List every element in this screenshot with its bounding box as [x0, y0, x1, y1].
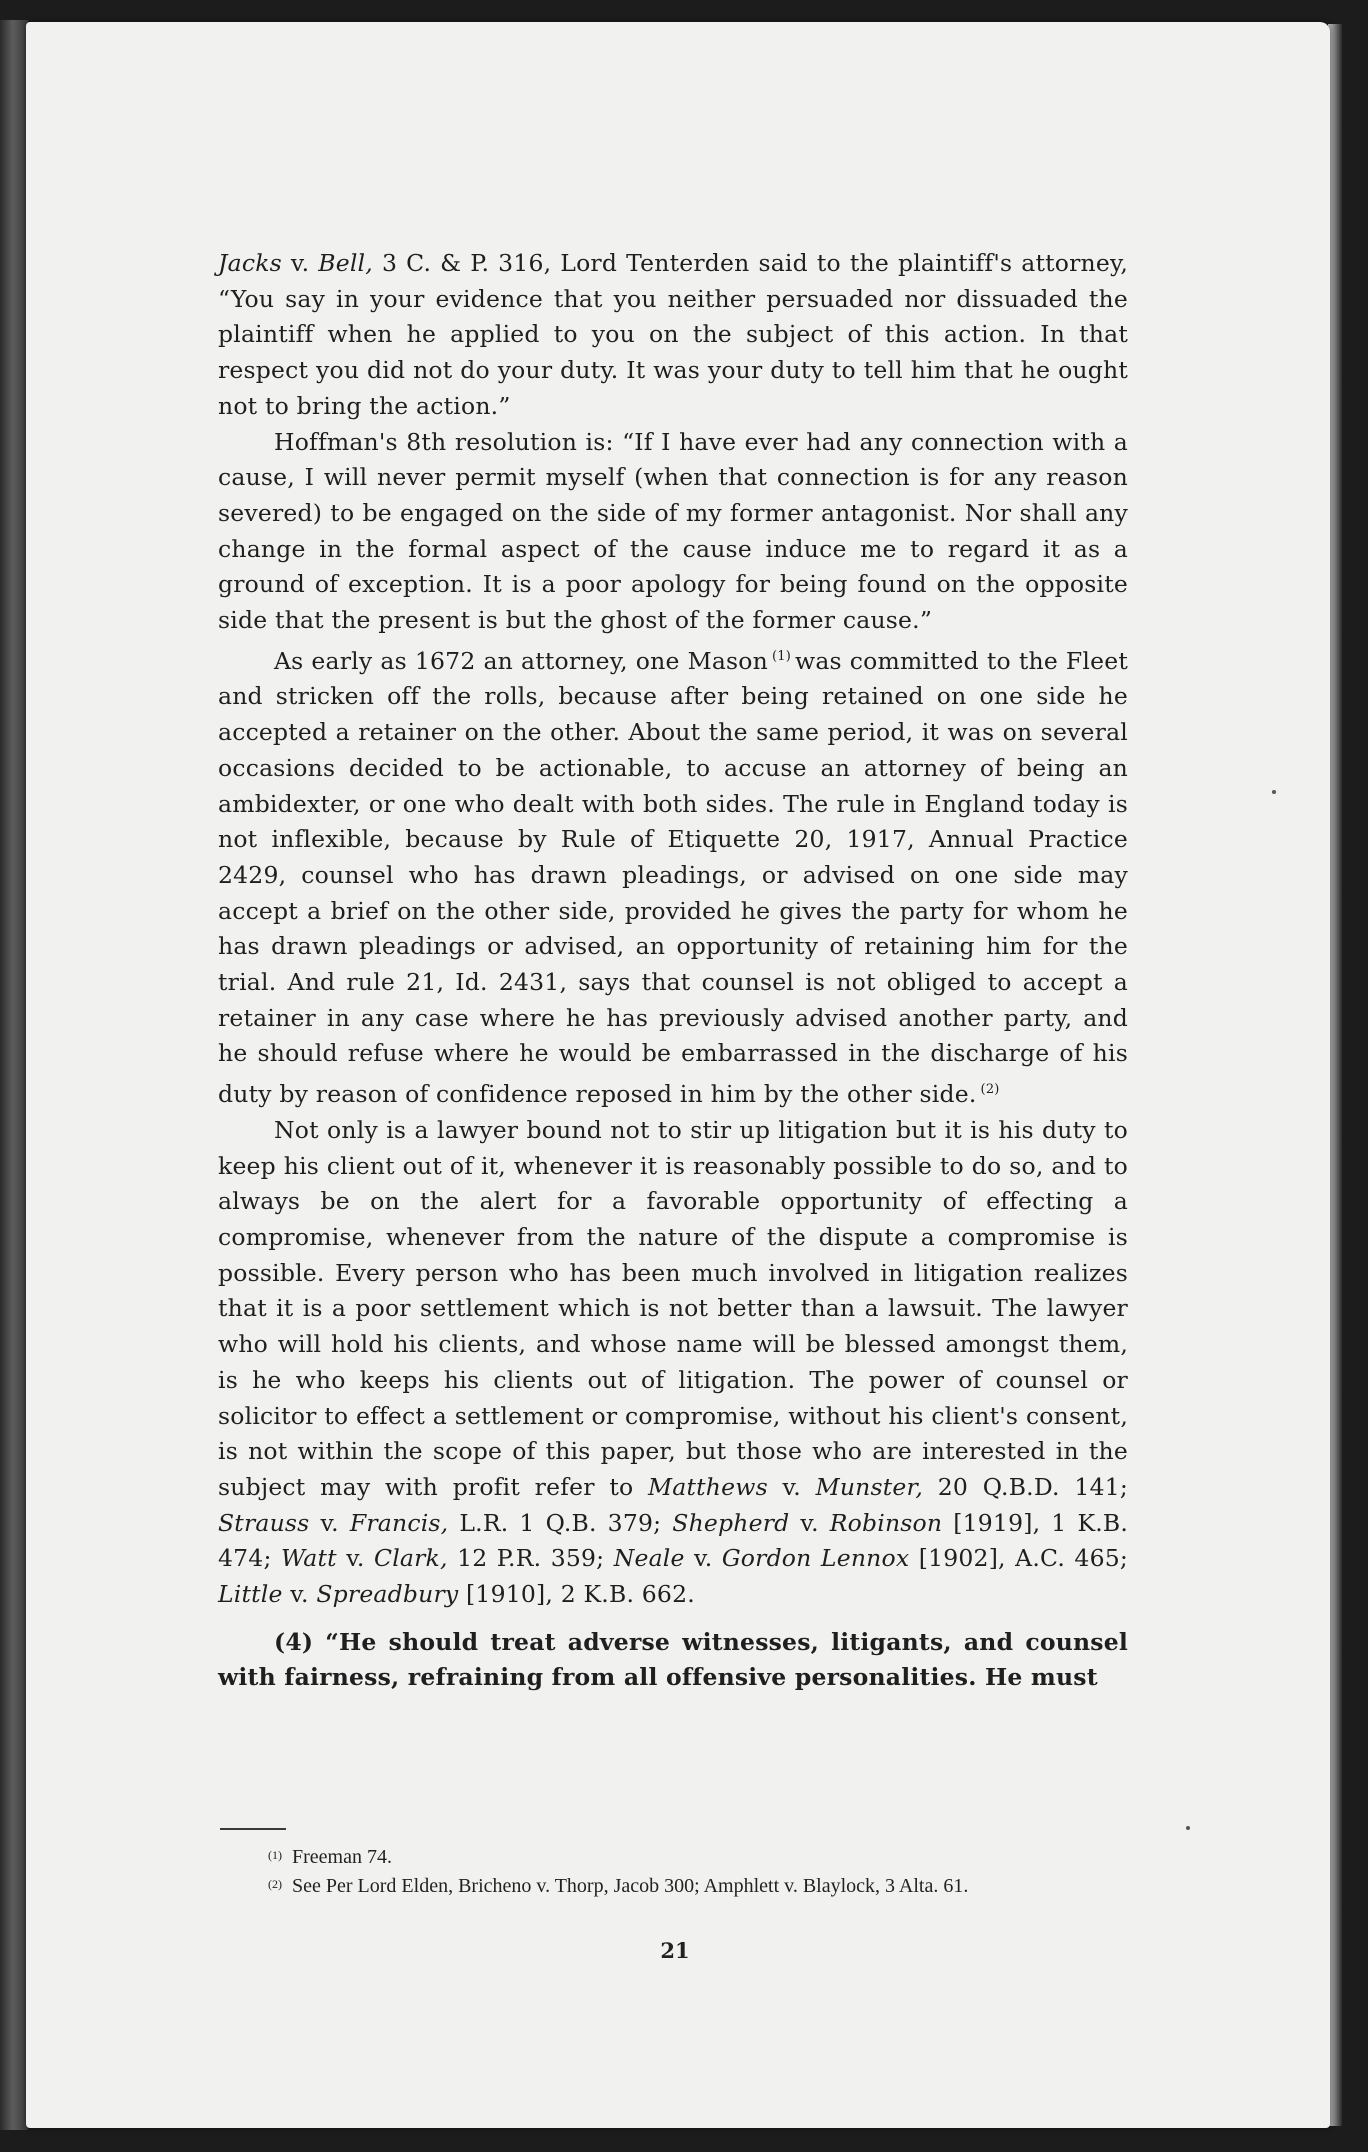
case-name: Spreadbury [316, 1580, 459, 1609]
text-run: v. [767, 1472, 816, 1501]
text-run: 12 P.R. 359; [447, 1544, 614, 1573]
text-run: was committed to the Fleet and stricken off the rolls, because after being retained on one side he accepted a retainer on the other. About the same period, it was on several occasions decided to be actionable, to accuse an attorney of being an ambidexter, or one who dealt with both sides. The rule in England today is not inflexible, because by Rule of Etiquette 20, 1917, Annual Practice 2429, counsel who has drawn pleadings, or advised on one side may accept a brief on the other side, provided he gives the party for whom he has drawn pleadings or advised, an opportunity of retaining him for the trial. And rule 21, Id. 2431, says that counsel is not obliged to accept a retainer in any case where he has previously advised another party, and he should refuse where he would be embarrassed in the discharge of his duty by reason of confidence reposed in him by the other side. [218, 646, 1129, 1109]
paragraph [218, 1113, 1128, 1613]
footnote-text: Freeman 74. [292, 1846, 392, 1868]
footnote-text: See Per Lord Elden, Bricheno v. Thorp, Jacob 300; Amphlett v. Blaylock, 3 Alta. 61. [292, 1875, 969, 1897]
case-name: Francis, [349, 1508, 449, 1537]
case-name: Watt [281, 1544, 337, 1573]
case-name: Clark, [374, 1544, 448, 1573]
footnotes [218, 1842, 1128, 1900]
case-name: Matthews [648, 1472, 768, 1501]
text-run: v. [282, 1580, 317, 1609]
text-run: Not only is a lawyer bound not to stir up litigation but it is his duty to keep his client out of it, whenever it is reasonably possible to do so, and to always be on the alert for a favorable opportunity of effecting a compromise, whenever from the nature of the dispute a compromise is possible. Every person who has been much involved in litigation realizes that it is a poor settlement which is not better than a lawsuit. The lawyer who will hold his clients, and whose name will be blessed amongst them, is he who keeps his clients out of litigation. The power of counsel or solicitor to effect a settlement or compromise, without his client's consent, is not within the scope of this paper, but those who are interested in the subject may with profit refer to [218, 1115, 1128, 1501]
paragraph [218, 639, 1128, 1113]
case-name: Jacks [218, 249, 282, 277]
footnote-rule [220, 1828, 286, 1830]
page-right-edge [1328, 24, 1342, 2126]
scan-left-edge [0, 20, 28, 2130]
text-run: v. [336, 1544, 375, 1573]
paragraph [218, 1625, 1128, 1696]
paragraph [218, 246, 1128, 425]
footnote-ref: (2) [980, 1082, 1000, 1098]
text-run: 3 C. & P. 316, Lord Tenterden said to the plaintiff's attorney, “You say in your evidence that you neither persuaded nor dissuaded the plaintiff when he applied to you on the subject of this action. In that respect you did not do your duty. It was your duty to tell him that he ought not to bring the action.” [218, 249, 1128, 420]
body-text [218, 246, 1128, 1696]
case-name: Strauss [218, 1508, 310, 1537]
text-run: [1910], 2 K.B. 662. [458, 1580, 695, 1609]
speck [1272, 790, 1276, 794]
footnote-marker: (1) [268, 1848, 282, 1862]
case-name: Neale [613, 1544, 685, 1573]
text-run: v. [309, 1508, 350, 1537]
text-run: v. [789, 1508, 830, 1537]
case-name: Munster, [815, 1472, 924, 1501]
case-name: Gordon Lennox [721, 1544, 910, 1573]
footnote [218, 1842, 1128, 1871]
case-name: Little [218, 1580, 283, 1609]
paragraph [218, 425, 1128, 639]
text-run: As early as 1672 an attorney, one Mason [274, 646, 768, 675]
case-name: Robinson [829, 1508, 943, 1537]
text-run: (4) “He should treat adverse witnesses, litigants, and counsel with fairness, refraining from all offensive personalities. He must [218, 1627, 1128, 1692]
text-run: v. [281, 249, 319, 277]
text-run: v. [684, 1544, 722, 1573]
text-run: 20 Q.B.D. 141; [923, 1472, 1128, 1501]
footnote [218, 1871, 1128, 1900]
text-run: [1919], 1 K.B. 474; [218, 1508, 1129, 1573]
page-number: 21 [660, 1938, 690, 1963]
text-run: [1902], A.C. 465; [909, 1544, 1128, 1573]
speck [1186, 1826, 1190, 1830]
text-run: L.R. 1 Q.B. 379; [448, 1508, 673, 1537]
case-name: Bell, [318, 249, 373, 277]
text-run: Hoffman's 8th resolution is: “If I have ever had any connection with a cause, I will never permit myself (when that connection is for any reason severed) to be engaged on the side of my former antagonist. Nor shall any change in the formal aspect of the cause induce me to regard it as a ground of exception. It is a poor apology for being found on the opposite side that the present is but the ghost of the former cause.” [218, 427, 1128, 635]
footnote-ref: (1) [772, 648, 792, 664]
case-name: Shepherd [672, 1508, 790, 1537]
footnote-marker: (2) [268, 1877, 282, 1891]
